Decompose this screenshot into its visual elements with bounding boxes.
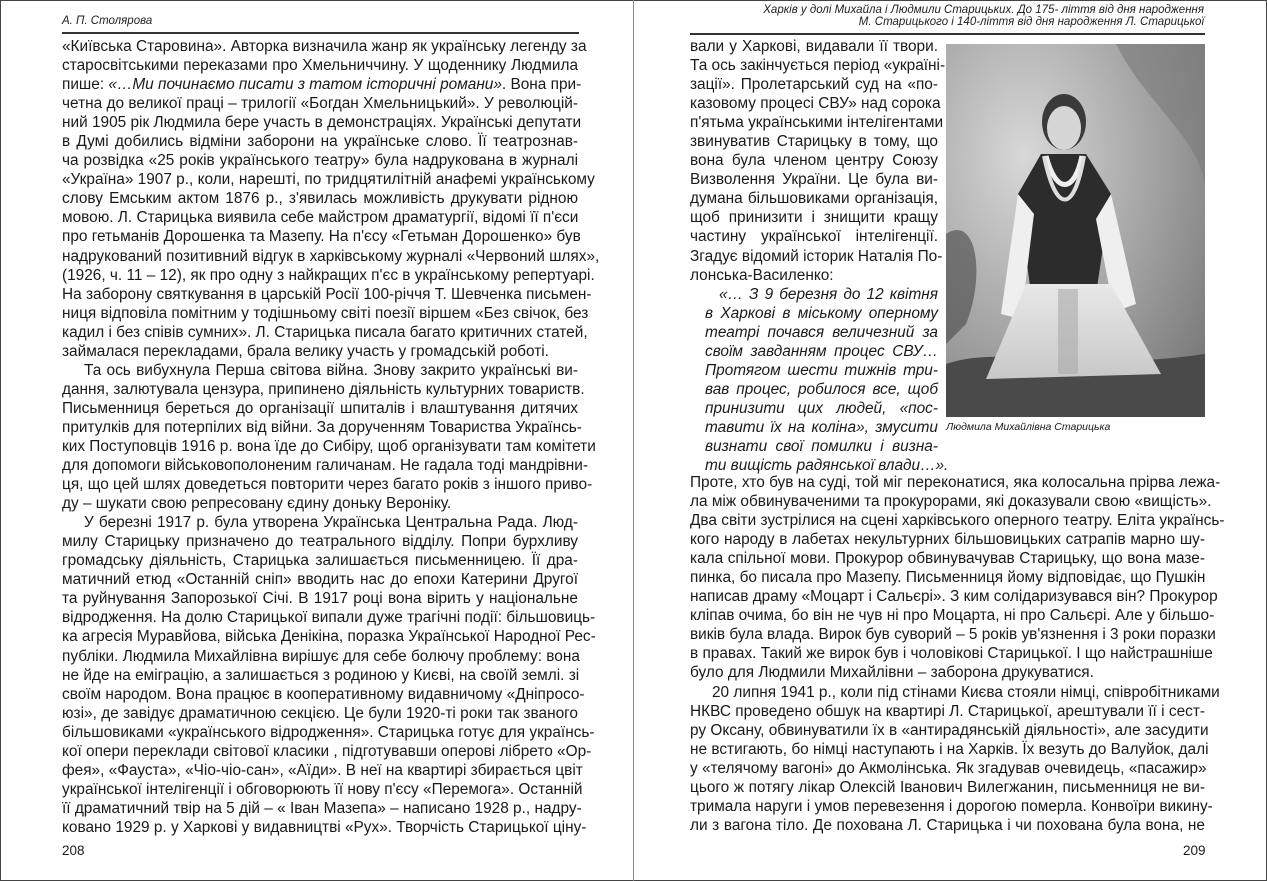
right-running-head	[763, 4, 1204, 28]
paragraph	[690, 37, 946, 285]
text-line: ча розвідка «25 років українського театру» була надрукована в журналі	[62, 152, 578, 170]
text-line: в Харкові в міському оперному	[705, 304, 938, 322]
text-line: Та ось вибухнула Перша світова війна. Знову закрито українські ви-	[84, 361, 578, 379]
text-line: юзі», де завідує драматичною секцією. Це були 1920-ті роки так званого	[62, 704, 578, 722]
text-line: четна до великої праці – трилогії «Богдан Хмельницький». У революцій-	[62, 95, 578, 113]
text-line: Згадує відомий історик Наталія По-	[690, 247, 943, 265]
text-line: кала спільної мови. Прокурор обвинувачував Старицьку, що вона мазе-	[690, 550, 1205, 568]
text-line: в Думі добились відміни заборони на українське слово. Її театрознав-	[62, 133, 578, 151]
text-line: її драматичний твір на 5 дій – « Іван Мазепа» – написано 1928 р., надру-	[62, 799, 582, 817]
text-line: цього ж потягу лікар Олексій Іванович Вилегжанин, письменниця не ви-	[690, 778, 1205, 796]
text-line: кого народу в лабетах некультурних більшовицьких сатрапів марно шу-	[690, 531, 1205, 549]
paragraph	[62, 37, 600, 361]
text-line: кадил і без співів сумних». Л. Старицька писала багато критичних статей,	[62, 323, 588, 341]
text-line: кої опери переклади світової класики , підготувавши оперові лібрето «Ор-	[62, 742, 592, 760]
text-line: займалася перекладами, брала велику участь у громадській роботі.	[62, 342, 549, 360]
text-line: мовою. Л. Старицька виявила себе майстром драматургії, відомі її п'єси	[62, 209, 579, 227]
text-line: матичний етюд «Останній сніп» вводить нас до епохи Катерини Другої	[62, 571, 578, 589]
text-line: думана більшовиками організація,	[690, 190, 938, 208]
text-line: дання, залютувала цензура, припинено діяльність культурних товариств.	[62, 380, 585, 398]
text-line: Визволення України. Це була ви-	[690, 171, 938, 189]
text-line: ниця відповіла помітним у тодішньому світі поезії віршем «Без свічок, без	[62, 304, 589, 322]
text-line: щоб принизити і знищити кращу	[690, 209, 938, 227]
quote-block	[705, 285, 949, 475]
text-line: ду – шукати свою репресовану єдину доньку Вероніку.	[62, 495, 452, 513]
text-line: ний 1905 рік Людмила бере участь в демонстраціях. Українські депутати	[62, 114, 582, 132]
text-line: слову Емським актом 1876 р., з'явилась можливість друкувати рідною	[62, 190, 578, 208]
paragraph	[62, 513, 596, 837]
text-line: «Київська Старовина». Авторка визначила жанр як українську легенду за	[62, 38, 587, 55]
text-line: ру Оксану, обвинуватили їх в «антирадянській діяльності», але засудити	[690, 721, 1209, 739]
text-line: більшовиками «українського відродження». Старицька готує для українсь-	[62, 723, 595, 741]
text-line: частину української інтелігенції.	[690, 228, 938, 246]
text-line: Письменниця береться до організації шпиталів і влаштування дитячих	[62, 399, 578, 417]
text-line: ковано 1929 р. у Харкові у видавництві «Рух». Творчість Старицької ціну-	[62, 818, 587, 836]
text-line: вав процес, робилося все, щоб	[705, 380, 938, 398]
left-page-text	[62, 37, 600, 837]
text-line: ця, що цей шлях доведеться повторити через багато років з іншого приво-	[62, 476, 593, 494]
text-line: виків була влада. Вирок був суворий – 5 років ув'язнення і 3 роки поразки	[690, 626, 1216, 644]
text-line: громадську діяльність, Старицька залишається письменницею. Її дра-	[62, 552, 578, 570]
running-head-line-2: М. Старицького і 140-ліття від дня народження Л. Старицької	[858, 16, 1204, 28]
text-line: лонська-Василенко:	[690, 266, 834, 284]
text-line: звинуватив Старицьку в тому, що	[690, 133, 938, 151]
paragraph	[62, 361, 596, 513]
text-line: визнати свої помилки і визна-	[705, 437, 938, 455]
text-line: притулків для потерпілих від війни. За дорученням Товариства Українсь-	[62, 418, 582, 436]
text-line: не йде на еміграцію, а залишається з родиною у Києві, на своїй землі. зі	[62, 666, 580, 684]
text-line: ли з вагона тіло. Де похована Л. Старицька і чи похована була вона, не	[690, 816, 1205, 834]
text-line: своїм завданням процес СВУ…	[705, 342, 938, 360]
text-line: публіки. Людмила Михайлівна вирішує для себе болючу проблему: вона	[62, 647, 580, 665]
portrait-photo	[946, 44, 1205, 417]
text-line: У березні 1917 р. була утворена Українська Центральна Рада. Люд-	[84, 514, 578, 532]
text-line: в правах. Такий же вирок був і чоловікові Старицької. І що найстрашніше	[690, 645, 1213, 663]
paragraph	[690, 473, 1225, 683]
text-line: На заборону святкування в царській Росії 100-річчя Т. Шевченка письмен-	[62, 285, 592, 303]
text-line: було для Людмили Михайлівни – заборона друкуватися.	[690, 664, 1094, 682]
right-page-text	[690, 473, 1225, 835]
text-line: (1926, ч. 11 – 12), як про одну з найкращих п'єс в українському репертуарі.	[62, 266, 595, 284]
paragraph	[705, 285, 949, 475]
text-line: НКВС проведено обшук на квартирі Л. Старицької, арештували її і сест-	[690, 702, 1205, 720]
text-line: у «телячому вагоні» до Акмолінська. Як згадував очевидець, «пасажир»	[690, 759, 1207, 777]
text-line: вона була членом центру Союзу	[690, 152, 938, 170]
text-line: принизити цих людей, «пос-	[705, 399, 938, 417]
text-line: фея», «Фауста», «Чіо-чіо-сан», «Аїди». В неї на квартирі збирається цвіт	[62, 761, 583, 779]
text-line: своїм народом. Вона працює в кооперативному видавничому «Дніпросо-	[62, 685, 585, 703]
text-line: зації». Пролетарський суд на «по-	[690, 76, 938, 94]
text-line: тримала наруги і умов перевезення і дорогою померла. Конвоїри викину-	[690, 797, 1213, 815]
right-page-number: 209	[1183, 843, 1206, 858]
running-head-line-1: Харків у долі Михайла і Людмили Старицьких. До 175- ліття від дня народження	[763, 4, 1204, 16]
text-line: про гетьманів Дорошенка та Мазепу. На п'єсу «Гетьман Дорошенко» був	[62, 228, 581, 246]
left-header-rule	[62, 32, 579, 34]
text-line: надрукований позитивний відгук в харківському журналі «Червоний шлях»,	[62, 247, 600, 265]
text-line: ких Поступовців 1916 р. вона їде до Сибіру, щоб організувати там комітети	[62, 437, 596, 455]
text-line: ла між обвинуваченими та прокурорами, які доказували свою «вищість».	[690, 493, 1212, 511]
text-line: тавити їх на коліна», змусити	[705, 418, 938, 436]
text-line: театрі почався величезний за	[705, 323, 938, 341]
left-page-number: 208	[62, 843, 85, 858]
text-line: ти вищість радянської влади…».	[705, 457, 949, 475]
page-gutter	[633, 0, 634, 881]
text-line: Проте, хто був на суді, той міг переконатися, яка колосальна прірва лежа-	[690, 474, 1221, 491]
text-line: «… З 9 березня до 12 квітня	[719, 285, 938, 303]
text-line: ка агресія Муравйова, війська Денікіна, поразка Української Народної Рес-	[62, 628, 596, 646]
portrait-image	[946, 44, 1205, 417]
text-line: написав драму «Моцарт і Сальєрі». З ким солідаризувався він? Прокурор	[690, 588, 1218, 606]
italic-quote: «…Ми починаємо писати з татом історичні романи»	[108, 76, 502, 94]
text-line: «Україна» 1907 р., коли, нарешті, по тридцятилітній анафемі українському	[62, 171, 595, 189]
paragraph	[690, 683, 1220, 835]
text-line: Та ось закінчується період «україні-	[690, 57, 946, 75]
text-line: не встигають, бо німці наступають і на Харків. Їх везуть до Валуйок, далі	[690, 740, 1209, 758]
text-line: Два світи зустрілися на сцені харківського оперного театру. Еліта українсь-	[690, 512, 1225, 530]
text-line: пинка, бо писала про Мазепу. Письменниця йому відповідає, що Пушкін	[690, 569, 1206, 587]
text-line: для допомоги військовополоненим галичанам. Не гадала тоді мандрівни-	[62, 457, 588, 475]
text-line: 20 липня 1941 р., коли під стінами Києва стояли німці, співробітниками	[712, 683, 1220, 701]
right-header-rule	[690, 33, 1205, 35]
text-line: та руйнування Запорозької Січі. В 1917 році вона вірить у національне	[62, 590, 578, 608]
right-narrow-text	[690, 37, 946, 285]
text-line: п'ятьма українськими інтелігентами	[690, 114, 944, 132]
text-line: відродження. На долю Старицької випали дуже трагічні події: більшовиць-	[62, 609, 596, 627]
text-line: кліпав очима, бо він не чув ні про Моцарта, ні про Сальєрі. Але у більшо-	[690, 607, 1215, 625]
text-line: старосвітськими переказами про Хмельниччину. У щоденнику Людмила	[62, 57, 578, 75]
text-line: Протягом шести тижнів три-	[705, 361, 938, 379]
text-segment: пише:	[62, 76, 109, 94]
left-running-head: А. П. Столярова	[62, 15, 153, 27]
photo-caption: Людмила Михайлівна Старицька	[946, 421, 1111, 433]
text-line: української інтелігенції і обговорюють її нову п'єсу «Перемога». Останній	[62, 780, 583, 798]
text-line: казовому процесі СВУ» над сорока	[690, 95, 941, 113]
text-line: вали у Харкові, видавали її твори.	[690, 38, 938, 55]
text-segment: . Вона при-	[501, 76, 582, 94]
text-line	[62, 75, 582, 94]
text-line: милу Старицьку призначено до театрального відділу. Попри бурхливу	[62, 533, 578, 551]
